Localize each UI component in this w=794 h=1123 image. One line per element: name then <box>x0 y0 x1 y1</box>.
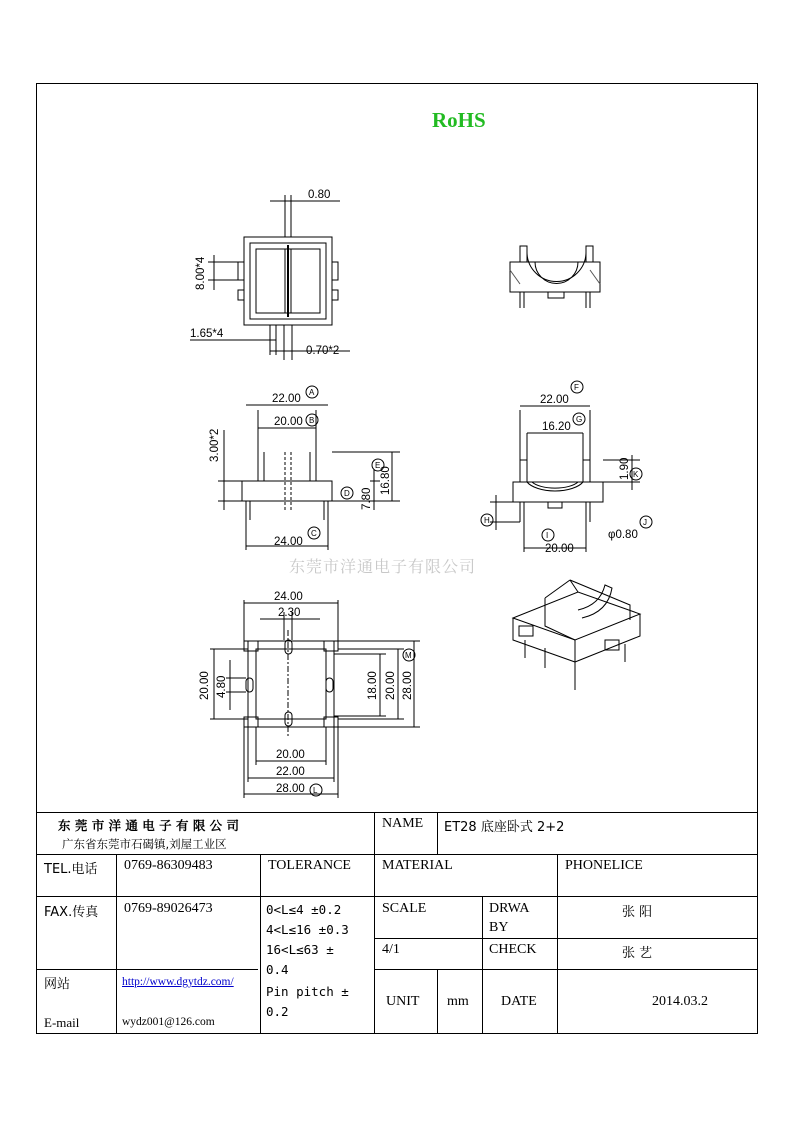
website-link[interactable]: http://www.dgytdz.com/ <box>122 976 234 988</box>
dim-front-c: 24.00 <box>274 536 303 548</box>
marker-i: I <box>546 531 549 540</box>
company-watermark: 东莞市洋通电子有限公司 <box>289 557 477 576</box>
dim-side-j: φ0.80 <box>608 529 638 541</box>
tolerance-line-2: 4<L≤16 ±0.3 <box>266 922 349 937</box>
marker-g: G <box>576 415 583 424</box>
marker-l: L <box>313 786 318 795</box>
drawn-by-label-line2: BY <box>489 920 509 935</box>
fax-value: 0769-89026473 <box>124 901 213 916</box>
dim-bottom-right1: 20.00 <box>385 671 397 700</box>
dim-front-b: 20.00 <box>274 416 303 428</box>
company-name: 东 莞 市 洋 通 电 子 有 限 公 司 <box>58 818 240 833</box>
dim-bottom-mid: 18.00 <box>367 671 379 700</box>
dim-front-e: 16.80 <box>380 466 392 495</box>
drawn-by-label-line1: DRWA <box>489 901 530 916</box>
drawn-by-value: 张 阳 <box>622 905 653 920</box>
marker-d: D <box>344 489 350 498</box>
website-label: 网站 <box>44 977 71 992</box>
dim-side-f: 22.00 <box>540 394 569 406</box>
side-view-small <box>510 246 600 308</box>
dim-side-g: 16.20 <box>542 421 571 433</box>
dim-bottom-left: 20.00 <box>199 671 211 700</box>
dim-slot: 0.70*2 <box>306 345 340 357</box>
marker-j: J <box>643 518 647 527</box>
tolerance-line-6: 0.2 <box>266 1004 289 1019</box>
marker-a: A <box>309 388 315 397</box>
dim-bottom-hole: 4.80 <box>216 675 228 698</box>
dim-side-k: 1.90 <box>619 457 631 480</box>
check-value: 张 艺 <box>622 946 653 961</box>
check-label: CHECK <box>489 942 537 957</box>
scale-value: 4/1 <box>382 942 400 957</box>
front-view <box>218 405 400 550</box>
unit-label: UNIT <box>386 994 420 1009</box>
company-address: 广东省东莞市石碣镇,刘屋工业区 <box>62 837 227 851</box>
dim-pitch: 8.00*4 <box>195 256 207 290</box>
tolerance-line-1: 0<L≤4 ±0.2 <box>266 902 342 917</box>
dim-bottom-right2: 28.00 <box>402 671 414 700</box>
dim-bottom-top: 24.00 <box>274 591 303 603</box>
marker-m: M <box>405 651 412 660</box>
dim-side-i: 20.00 <box>545 543 574 555</box>
marker-c: C <box>311 529 317 538</box>
fax-label: FAX.传真 <box>44 905 99 920</box>
name-value: ET28 底座卧式 2+2 <box>444 820 565 835</box>
marker-k: K <box>633 470 639 479</box>
marker-b: B <box>309 416 315 425</box>
dim-bottom-b3: 28.00 <box>276 783 305 795</box>
material-label: MATERIAL <box>382 858 453 873</box>
name-label: NAME <box>382 816 424 831</box>
material-value: PHONELICE <box>565 858 643 873</box>
tolerance-label: TOLERANCE <box>268 858 351 873</box>
tolerance-line-5: Pin pitch ± <box>266 984 349 999</box>
scale-label: SCALE <box>382 901 427 916</box>
dim-edge: 1.65*4 <box>190 328 224 340</box>
dim-front-height: 3.00*2 <box>209 428 221 462</box>
tolerance-line-4: 0.4 <box>266 962 289 977</box>
tel-value: 0769-86309483 <box>124 858 213 873</box>
marker-e: E <box>375 461 381 470</box>
tel-label: TEL.电话 <box>44 862 98 877</box>
dimension-markers <box>306 381 652 796</box>
dim-bottom-b1: 20.00 <box>276 749 305 761</box>
website-value-wrap <box>122 976 234 988</box>
date-label: DATE <box>501 994 537 1009</box>
dim-front-a: 22.00 <box>272 393 301 405</box>
rohs-mark: RoHS <box>432 108 486 132</box>
marker-f: F <box>574 383 579 392</box>
isometric-view <box>513 580 640 690</box>
email-value: wydz001@126.com <box>122 1016 215 1028</box>
date-value: 2014.03.2 <box>652 994 708 1009</box>
marker-h: H <box>484 516 490 525</box>
dim-pin-width: 0.80 <box>308 189 331 201</box>
dim-front-d: 7.80 <box>361 487 373 510</box>
tolerance-line-3: 16<L≤63 ± <box>266 942 334 957</box>
dim-bottom-b2: 22.00 <box>276 766 305 778</box>
unit-value: mm <box>447 994 469 1009</box>
dim-bottom-slot: 2.30 <box>278 607 301 619</box>
email-label: E-mail <box>44 1015 80 1030</box>
